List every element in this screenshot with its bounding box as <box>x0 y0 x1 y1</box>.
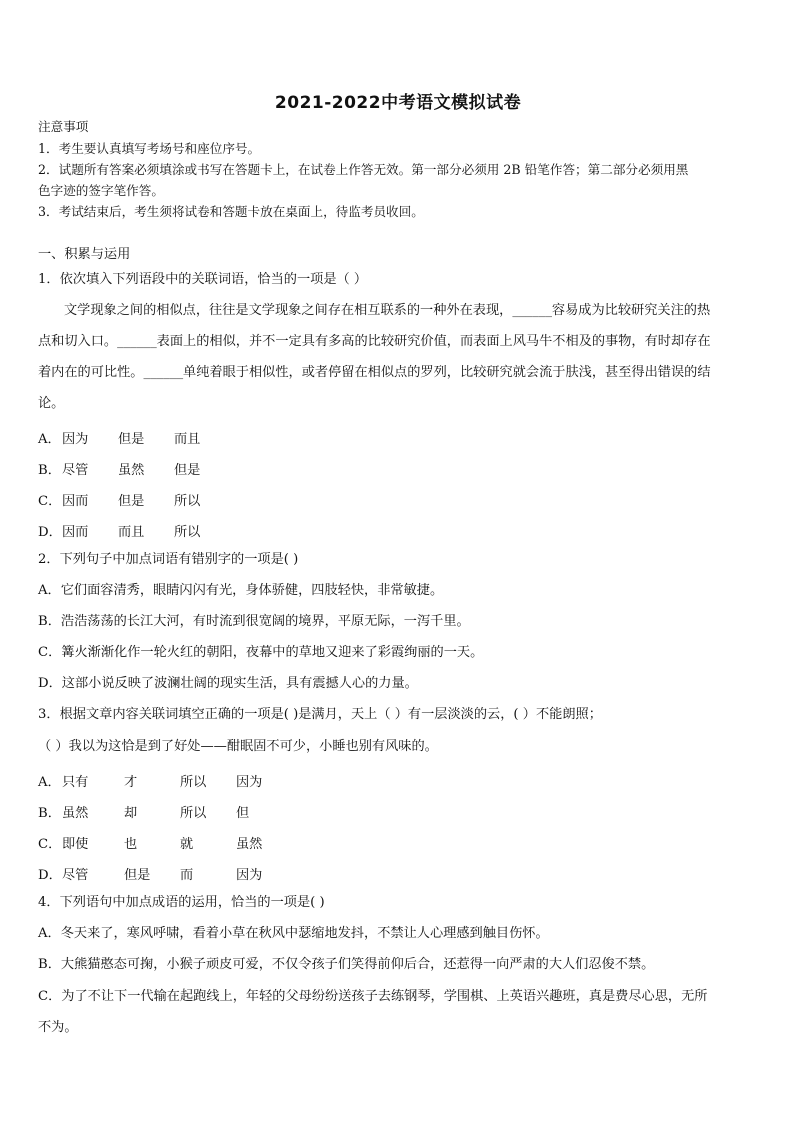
option-word: 也 <box>124 837 138 852</box>
question-2-option-b[interactable]: B．浩浩荡荡的长江大河，有时流到很宽阔的境界，平原无际，一泻千里。 <box>38 614 470 629</box>
option-letter: C． <box>38 494 62 509</box>
option-word: 因为 <box>62 432 89 447</box>
option-word: 即使 <box>62 837 89 852</box>
question-1-passage-line: 论。 <box>38 396 65 411</box>
option-letter: D． <box>38 525 62 540</box>
question-1-passage-line: 文学现象之间的相似点，往往是文学现象之间存在相互联系的一种外在表现，______容易成为比较研究关注的热 <box>64 303 711 318</box>
option-word: 而且 <box>118 525 145 540</box>
question-4-option-b[interactable]: B．大熊猫憨态可掬，小猴子顽皮可爱，不仅令孩子们笑得前仰后合，还惹得一向严肃的大人们忍俊不禁。 <box>38 957 655 972</box>
option-word: 虽然 <box>118 463 145 478</box>
option-letter: B． <box>38 463 61 478</box>
question-2-option-a[interactable]: A．它们面容清秀，眼睛闪闪有光，身体骄健，四肢轻快，非常敏捷。 <box>38 583 444 598</box>
question-1-option-a[interactable] <box>38 428 230 447</box>
option-word: 但是 <box>118 494 145 509</box>
question-2-stem: 2．下列句子中加点词语有错别字的一项是( ) <box>38 552 299 567</box>
question-1-option-c[interactable] <box>38 490 230 509</box>
question-1-option-b[interactable] <box>38 459 230 478</box>
question-4-option-c[interactable]: C．为了不让下一代输在起跑线上，年轻的父母纷纷送孩子去练钢琴，学围棋、上英语兴趣班，真是费尽心思，无所 <box>38 989 708 1004</box>
question-2-option-d[interactable]: D．这部小说反映了波澜壮阔的现实生活，具有震撼人心的力量。 <box>38 676 418 691</box>
question-4-option-a[interactable]: A．冬天来了，寒风呼啸，看着小草在秋风中瑟缩地发抖，不禁让人心理感到触目伤怀。 <box>38 926 549 941</box>
option-word: 因为 <box>236 868 263 883</box>
option-letter: C． <box>38 837 62 852</box>
option-word: 虽然 <box>62 806 89 821</box>
notice-item: 1．考生要认真填写考场号和座位序号。 <box>38 141 261 156</box>
notice-item: 2．试题所有答案必须填涂或书写在答题卡上，在试卷上作答无效。第一部分必须用 2B 铅笔作答；第二部分必须用黑 <box>38 162 689 177</box>
option-word: 只有 <box>62 775 89 790</box>
option-word: 尽管 <box>62 463 89 478</box>
option-word: 但是 <box>174 463 201 478</box>
option-letter: A． <box>38 432 61 447</box>
option-word: 而 <box>180 868 194 883</box>
option-word: 虽然 <box>236 837 263 852</box>
option-word: 所以 <box>180 775 207 790</box>
option-letter: A． <box>38 775 61 790</box>
notice-heading: 注意事项 <box>38 119 89 134</box>
option-letter: D． <box>38 868 62 883</box>
option-word: 因为 <box>236 775 263 790</box>
question-3-option-a[interactable] <box>38 771 292 790</box>
question-2-option-c[interactable]: C．篝火渐渐化作一轮火红的朝阳，夜幕中的草地又迎来了彩霞绚丽的一天。 <box>38 645 484 660</box>
page-title: 2021-2022中考语文模拟试卷 <box>274 93 522 113</box>
option-word: 因而 <box>62 494 89 509</box>
option-word: 却 <box>124 806 138 821</box>
option-word: 所以 <box>174 525 201 540</box>
question-3-option-d[interactable] <box>38 864 292 883</box>
option-word: 但是 <box>124 868 151 883</box>
question-3-stem: 3．根据文章内容关联词填空正确的一项是( )是满月，天上（ ）有一层淡淡的云，( ）不能朗照； <box>38 707 602 722</box>
question-1-passage-line: 点和切入口。______表面上的相似，并不一定具有多高的比较研究价值，而表面上风马牛不相及的事物，有时却存在 <box>38 334 711 349</box>
option-word: 尽管 <box>62 868 89 883</box>
option-word: 就 <box>180 837 194 852</box>
notice-item: 色字迹的签字笔作答。 <box>38 183 164 198</box>
option-word: 所以 <box>180 806 207 821</box>
notice-item: 3．考试结束后，考生须将试卷和答题卡放在桌面上，待监考员收回。 <box>38 204 424 219</box>
question-3-option-c[interactable] <box>38 833 292 852</box>
question-4-option-c-continued: 不为。 <box>38 1020 78 1035</box>
option-word: 所以 <box>174 494 201 509</box>
option-letter: B． <box>38 806 61 821</box>
option-word: 因而 <box>62 525 89 540</box>
option-word: 但 <box>236 806 250 821</box>
question-1-option-d[interactable] <box>38 521 230 540</box>
option-word: 但是 <box>118 432 145 447</box>
question-3-option-b[interactable] <box>38 802 292 821</box>
question-1-stem: 1．依次填入下列语段中的关联词语，恰当的一项是（ ） <box>38 272 368 287</box>
question-4-stem: 4．下列语句中加点成语的运用，恰当的一项是( ) <box>38 895 325 910</box>
option-word: 而且 <box>174 432 201 447</box>
option-word: 才 <box>124 775 138 790</box>
question-3-stem: （ ）我以为这恰是到了好处——酣眠固不可少，小睡也别有风味的。 <box>38 739 438 754</box>
question-1-passage-line: 着内在的可比性。______单纯着眼于相似性，或者停留在相似点的罗列，比较研究就会流于肤浅，甚至得出错误的结 <box>38 365 711 380</box>
section-heading: 一、积累与运用 <box>38 247 131 262</box>
